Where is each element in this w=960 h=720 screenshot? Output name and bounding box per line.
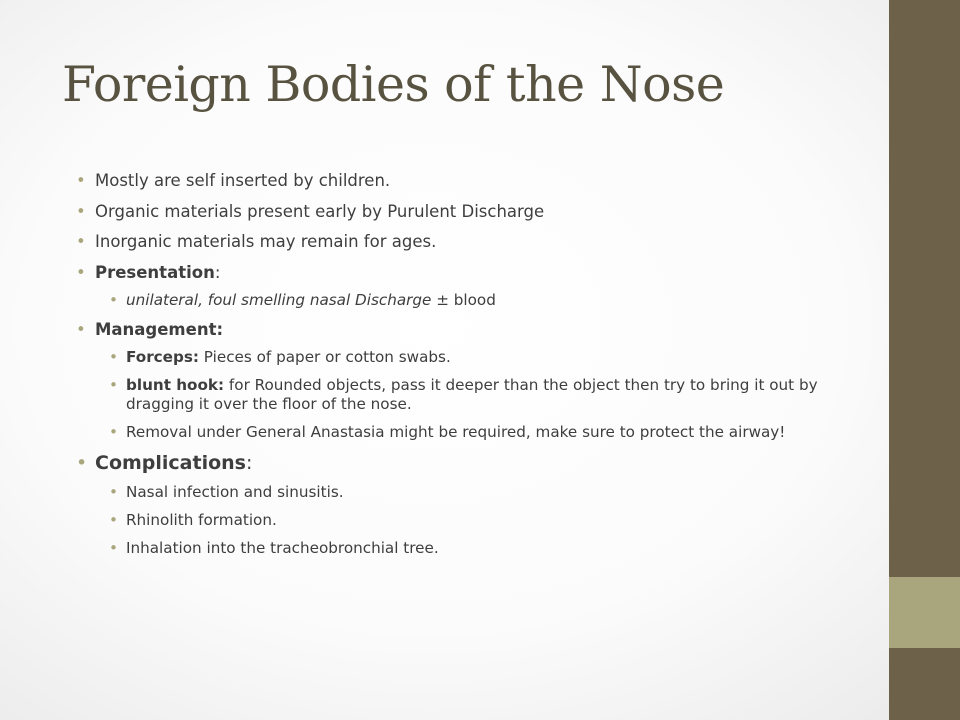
item-text: Inhalation into the tracheobronchial tree. <box>126 538 439 557</box>
slide-content <box>76 170 846 567</box>
decorative-bar-bottom <box>889 648 960 720</box>
item-text: for Rounded objects, pass it deeper than the object then try to bring it out by dragging it over the floor of the nose. <box>126 375 818 413</box>
management-list <box>95 348 846 442</box>
bullet-item <box>76 231 846 252</box>
sub-bullet-item <box>95 483 846 502</box>
sub-bullet-item <box>95 423 846 442</box>
item-text: Pieces of paper or cotton swabs. <box>198 348 451 366</box>
presentation-list <box>95 291 846 310</box>
complications-list <box>95 483 846 558</box>
presentation-heading: Presentation <box>95 262 215 282</box>
complications-colon: : <box>246 452 253 475</box>
sub-bullet-item <box>95 291 846 310</box>
item-label: blunt hook: <box>126 375 225 394</box>
decorative-bar-top <box>889 0 960 577</box>
sub-bullet-item <box>95 376 846 414</box>
bullet-item <box>76 170 846 191</box>
bullet-item <box>76 201 846 222</box>
presentation-italic-text: unilateral, foul smelling nasal Discharge <box>126 290 432 309</box>
decorative-bar-middle <box>889 577 960 648</box>
item-text: Rhinolith formation. <box>126 510 277 529</box>
bullet-text: Organic materials present early by Purulent Discharge <box>95 201 545 221</box>
sub-bullet-item <box>95 348 846 367</box>
complications-heading: Complications <box>95 452 246 475</box>
presentation-rest-text: ± blood <box>431 290 496 309</box>
presentation-section <box>76 262 846 310</box>
bullet-text: Mostly are self inserted by children. <box>95 171 391 190</box>
presentation-colon: : <box>214 262 221 282</box>
sub-bullet-item <box>95 539 846 558</box>
bullet-list <box>76 170 846 558</box>
item-text: Removal under General Anastasia might be required, make sure to protect the airway! <box>126 422 786 441</box>
item-label: Forceps: <box>126 348 199 366</box>
bullet-text: Inorganic materials may remain for ages. <box>95 232 437 251</box>
management-heading: Management: <box>95 320 224 339</box>
complications-section <box>76 451 846 558</box>
sub-bullet-item <box>95 511 846 530</box>
slide-title: Foreign Bodies of the Nose <box>62 56 725 113</box>
management-section <box>76 319 846 442</box>
item-text: Nasal infection and sinusitis. <box>126 483 344 502</box>
